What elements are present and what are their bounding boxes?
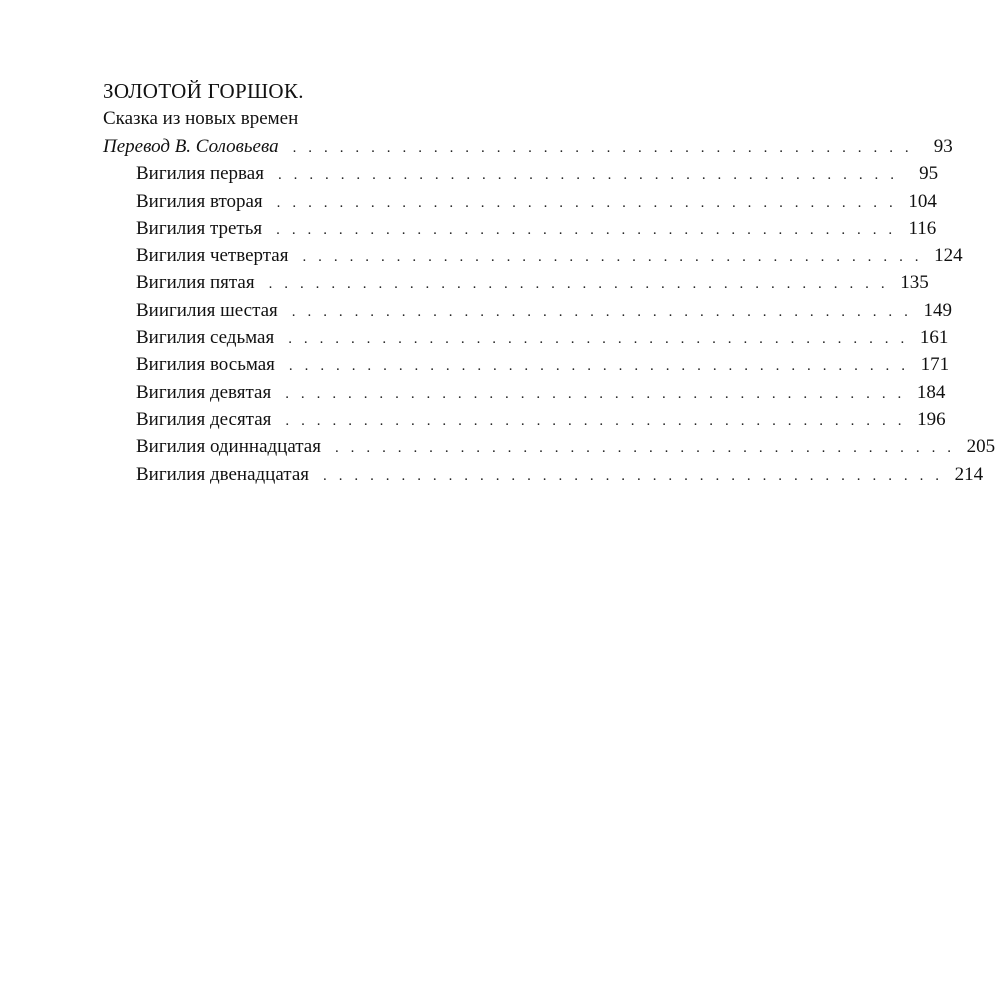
toc-label: Вигилия одиннадцатая [136,436,321,458]
toc-page-number: 135 [900,272,929,294]
dot-leader: . . . . . . . . . . . . . . . . . . . . . . . . . . . . . . . . . . . . . . . . [276,194,897,211]
toc-row [103,351,950,378]
dot-leader: . . . . . . . . . . . . . . . . . . . . . . . . . . . . . . . . . . . . . . . . [323,467,944,484]
toc-page-number: 214 [954,463,984,485]
toc-row [103,160,939,187]
toc-row [103,297,952,324]
dot-leader: . . . . . . . . . . . . . . . . . . . . . . . . . . . . . . . . . . . . . . . . [285,412,906,429]
dot-leader: . . . . . . . . . . . . . . . . . . . . . . . . . . . . . . . . . . . . . . . . [291,303,912,320]
section-title: ЗОЛОТОЙ ГОРШОК. [103,79,304,103]
toc-label: Перевод В. Соловьева [103,136,279,157]
toc-row [103,324,949,351]
dot-leader: . . . . . . . . . . . . . . . . . . . . . . . . . . . . . . . . . . . . . . . . [292,140,913,156]
toc-label: Вигилия третья [136,217,263,239]
toc-page-number: 205 [966,436,995,458]
toc-label: Вигилия девятая [136,381,272,403]
toc-row-translation [103,133,953,160]
table-of-contents [103,78,995,488]
dot-leader: . . . . . . . . . . . . . . . . . . . . . . . . . . . . . . . . . . . . . . . . [285,385,906,402]
toc-page-number: 196 [917,408,946,430]
section-subtitle: Сказка из новых времен [103,108,299,129]
toc-label: Вигилия седьмая [136,327,275,349]
toc-label: Виигилия шестая [136,299,278,321]
dot-leader: . . . . . . . . . . . . . . . . . . . . . . . . . . . . . . . . . . . . . . . . [268,276,889,293]
dot-leader: . . . . . . . . . . . . . . . . . . . . . . . . . . . . . . . . . . . . . . . . [276,221,897,238]
toc-page-number: 124 [934,245,963,267]
toc-page-number: 149 [923,299,952,321]
toc-row [103,379,946,406]
dot-leader: . . . . . . . . . . . . . . . . . . . . . . . . . . . . . . . . . . . . . . . . [302,249,923,266]
toc-label: Вигилия вторая [136,190,263,212]
toc-page-number: 116 [908,217,937,239]
dot-leader: . . . . . . . . . . . . . . . . . . . . . . . . . . . . . . . . . . . . . . . . [277,167,899,184]
toc-label: Вигилия пятая [136,272,255,294]
toc-label: Вигилия восьмая [136,354,275,376]
toc-row [103,269,929,296]
toc-page-number: 93 [933,136,953,157]
toc-page-number: 184 [916,381,946,403]
toc-label: Вигилия двенадцатая [136,463,309,485]
toc-page-number: 104 [908,190,937,212]
toc-row [103,215,937,242]
toc-page-number: 161 [919,327,949,349]
toc-label: Вигилия десятая [136,408,272,430]
toc-row [103,461,984,488]
toc-page-number: 171 [920,354,950,376]
toc-row [103,242,963,269]
dot-leader: . . . . . . . . . . . . . . . . . . . . . . . . . . . . . . . . . . . . . . . . [288,331,909,348]
toc-label: Вигилия четвертая [136,245,289,267]
toc-row [103,433,995,460]
dot-leader: . . . . . . . . . . . . . . . . . . . . . . . . . . . . . . . . . . . . . . . . [288,358,910,375]
toc-label: Вигилия первая [136,163,264,185]
toc-page-number: 95 [919,163,939,185]
toc-row [103,188,937,215]
toc-row [103,406,946,433]
dot-leader: . . . . . . . . . . . . . . . . . . . . . . . . . . . . . . . . . . . . . . . . [334,440,956,457]
